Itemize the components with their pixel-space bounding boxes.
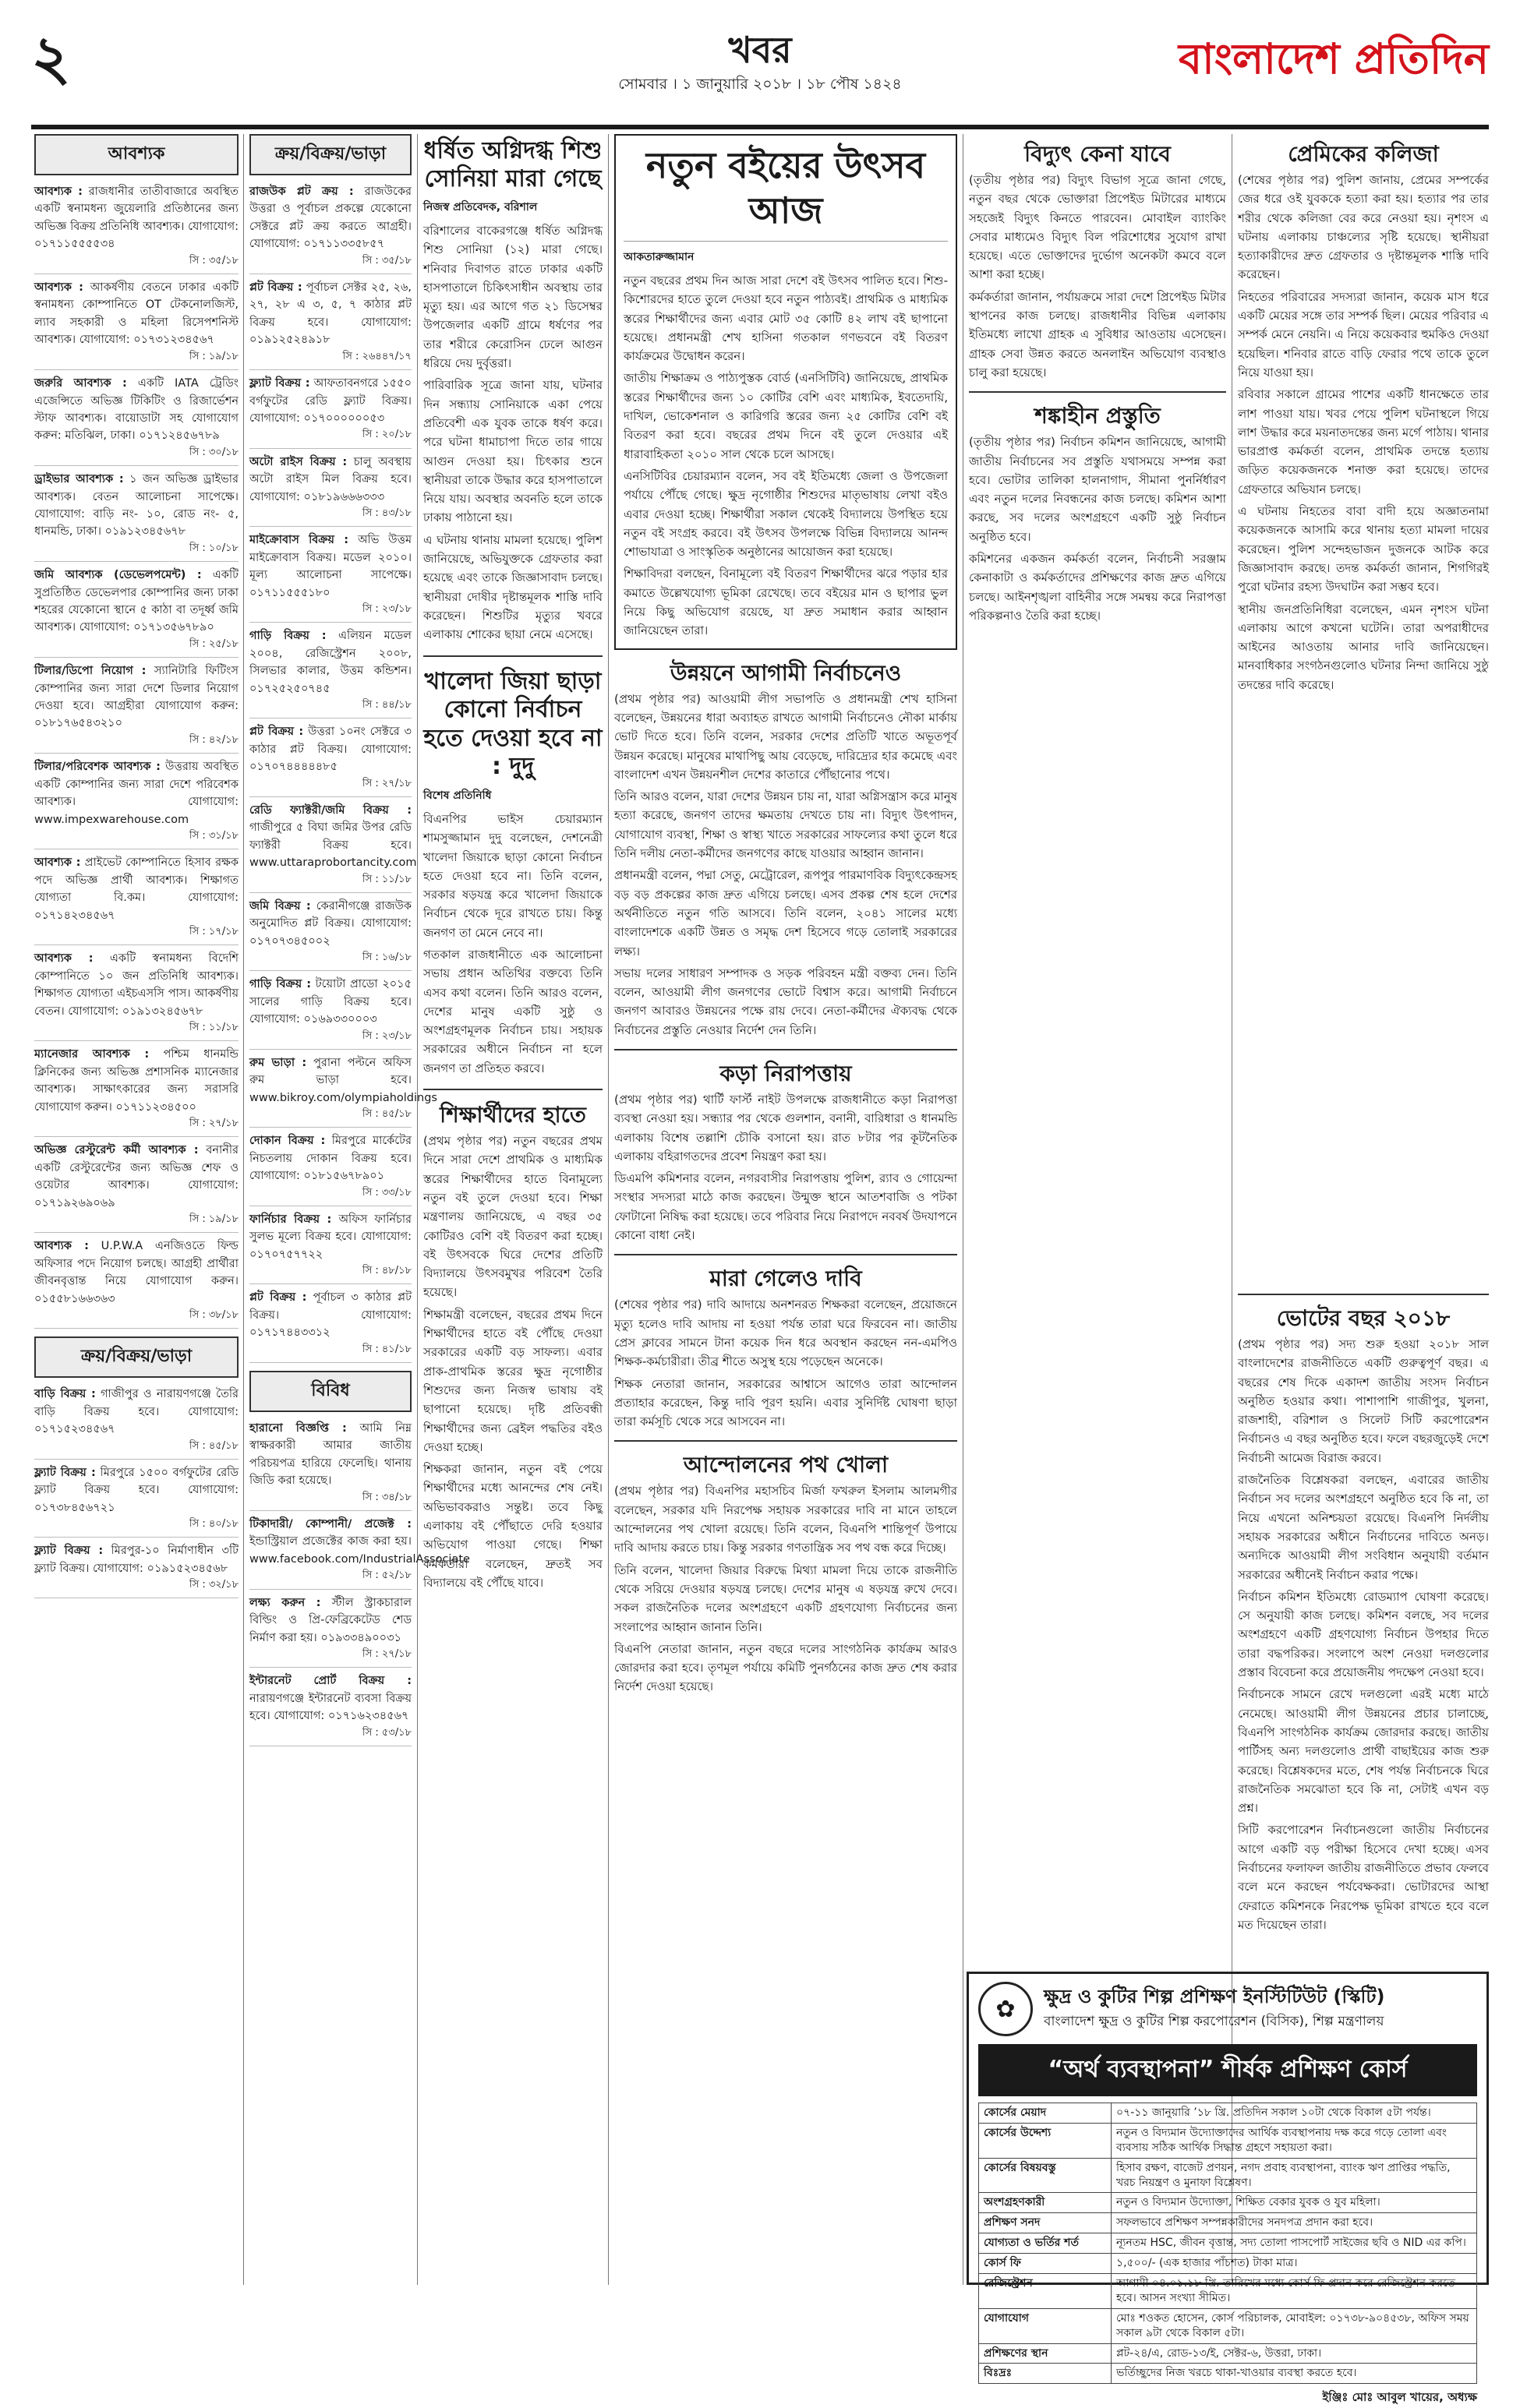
classified-ad	[249, 1594, 412, 1668]
classified-ad-text: প্রাইভেট কোম্পানিতে হিসাব রক্ষক পদে অভিজ্ঞ প্রার্থী আবশ্যক। শিক্ষাগত যোগ্যতা বি.কম। যোগাযোগ: ০১৭১৪২৩৪৫৬৭	[34, 856, 239, 922]
classified-ad-ref: সি : ৩২/১৮	[189, 1579, 239, 1591]
story-paragraph: (প্রথম পৃষ্ঠার পর) সদ্য শুরু হওয়া ২০১৮ সাল বাংলাদেশের রাজনীতিতে একটি গুরুত্বপূর্ণ বছর। এ বছরের শেষ দিকে একাদশ জাতীয় সংসদ নির্বাচন অনুষ্ঠিত হওয়ার কথা। পাশাপাশি গাজীপুর, খুলনা, রাজশাহী, বরিশাল ও সিলেট সিটি করপোরেশন নির্বাচনও এ বছর অনুষ্ঠিত হবে। ফলে বছরজুড়েই দেশে নির্বাচনী আমেজ বিরাজ করবে।	[1238, 1337, 1489, 1465]
classified-ad-ref: সি : ১০/১৮	[189, 542, 239, 554]
classified-ad-title: লক্ষ্য করুন :	[249, 1596, 321, 1609]
classified-ad-title: প্লট বিক্রয় :	[249, 726, 304, 739]
dateline: সোমবার । ১ জানুয়ারি ২০১৮ । ১৮ পৌষ ১৪২৪	[618, 76, 902, 93]
course-detail-value: সফলভাবে প্রশিক্ষণ সম্পন্নকারীদের সনদপত্র প্রদান করা হবে।	[1112, 2213, 1477, 2233]
classified-ad-text: আকর্ষণীয় বেতনে ঢাকার একটি স্বনামধন্য কোম্পানিতে OT টেকনোলজিস্ট, ল্যাব সহকারী ও মহিলা রিসেপশনিস্ট আবশ্যক। যোগাযোগ: ০১৭৩১২৩৪৫৬৭	[34, 281, 239, 347]
classified-ad-title: রুম ভাড়া :	[249, 1056, 307, 1069]
story-paragraph: নিহতের পরিবারের সদস্যরা জানান, কয়েক মাস ধরে একটি মেয়ের সঙ্গে তার সম্পর্ক ছিল। মেয়ের পরিবার এ সম্পর্ক মেনে নেয়নি। এ নিয়ে কয়েকবার হুমকিও দেওয়া হয়েছিল। শনিবার রাতে বাড়ি ফেরার পথে তাকে তুলে নিয়ে যাওয়া হয়।	[1238, 289, 1489, 380]
story-power	[969, 140, 1226, 382]
story-paragraph: এ ঘটনায় থানায় মামলা হয়েছে। পুলিশ জানিয়েছে, অভিযুক্তকে গ্রেফতার করা হয়েছে এবং তাকে জিজ্ঞাসাবাদ চলছে। স্থানীয়রা দোষীর দৃষ্টান্তমূলক শাস্তি দাবি করেছেন। শিশুটির মৃত্যুর খবরে এলাকায় শোকের ছায়া নেমে এসেছে।	[423, 532, 603, 642]
story-byline: আকতারুজ্জামান	[624, 251, 695, 263]
classified-ad-title: ফ্ল্যাট বিক্রয় :	[34, 1466, 96, 1479]
classified-ad-title: টিকাদারী/ কোম্পানী/ প্রজেক্ট :	[249, 1518, 412, 1531]
institute-parent: বাংলাদেশ ক্ষুদ্র ও কুটির শিল্প করপোরেশন (বিসিক), শিল্প মন্ত্রণালয়	[1044, 2014, 1384, 2029]
story-paragraph: সভায় দলের সাধারণ সম্পাদক ও সড়ক পরিবহন মন্ত্রী বক্তব্য দেন। তিনি বলেন, আওয়ামী লীগ জনগণের ভোটে বিশ্বাস করে। আগামী নির্বাচনে জনগণ আবারও উন্নয়নের পক্ষে রায় দেবে। নেতা-কর্মীদের ঐক্যবদ্ধ থেকে নির্বাচনের প্রস্তুতি নেওয়ার নির্দেশ দেন তিনি।	[614, 966, 957, 1037]
classified-ad	[249, 183, 412, 274]
story-paragraph: স্থানীয় জনপ্রতিনিধিরা বলেছেন, এমন নৃশংস ঘটনা এলাকায় আগে কখনো ঘটেনি। তারা অপরাধীদের আইনের আওতায় আনার দাবি জানিয়েছেন। মানবাধিকার সংগঠনগুলোও ঘটনার নিন্দা জানিয়ে সুষ্ঠু তদন্তের দাবি করেছে।	[1238, 602, 1489, 692]
classified-ad-text: ১ জন অভিজ্ঞ ড্রাইভার আবশ্যক। বেতন আলোচনা সাপেক্ষে। যোগাযোগ: বাড়ি নং- ১০, রোড নং- ৫, ধানমন্ডি, ঢাকা। ০১৯১২৩৪৫৬৭৮	[34, 473, 239, 538]
newspaper-logo: বাংলাদেশ প্রতিদিন	[1179, 34, 1489, 83]
classified-ad	[34, 950, 239, 1041]
course-detail-label: কোর্সের বিষয়বস্তু	[979, 2158, 1112, 2193]
classified-ad-ref: সি : ১৭/১৮	[189, 925, 239, 937]
classified-ad-title: জমি বিক্রয় :	[249, 899, 311, 913]
story-paragraph: (প্রথম পৃষ্ঠার পর) আওয়ামী লীগ সভাপতি ও প্রধানমন্ত্রী শেখ হাসিনা বলেছেন, উন্নয়নের ধারা অব্যাহত রাখতে আগামী নির্বাচনেও নৌকা মার্কায় ভোট দিতে হবে। তিনি বলেন, সরকার দেশের প্রতিটি খাতে অভূতপূর্ব উন্নয়ন করেছে। মানুষের মাথাপিছু আয় বেড়েছে, দারিদ্র্যের হার কমেছে এবং বাংলাদেশ এখন উন্নয়নশীল দেশের কাতারে পৌঁছানোর পথে।	[614, 691, 957, 782]
story-body	[969, 433, 1226, 625]
classified-heading: ক্রয়/বিক্রয়/ভাড়া	[34, 1336, 239, 1378]
story-headline: কড়া নিরাপত্তায়	[719, 1060, 852, 1086]
classified-ad	[34, 1464, 239, 1538]
classified-ad-text: বনানীর একটি রেস্টুরেন্টের জন্য অভিজ্ঞ শেফ ও ওয়েটার আবশ্যক। যোগাযোগ: ০১৭১৯২৬৯০৬৯	[34, 1144, 239, 1209]
classified-ad-ref: সি : ২৩/১৮	[362, 603, 412, 615]
classified-ad-text: টয়োটা প্রাডো ২০১৫ সালের গাড়ি বিক্রয় হবে। যোগাযোগ: ০১৬৯৩৩০০০৩	[249, 978, 412, 1026]
news-column-6	[1238, 134, 1489, 1287]
story-demand	[614, 1254, 957, 1431]
classified-ad-ref: সি : ২৭/১৮	[362, 1647, 412, 1660]
classified-ad-title: ফার্নিচার বিক্রয় :	[249, 1213, 332, 1226]
classified-ad-title: ড্রাইভার আবশ্যক :	[34, 473, 124, 486]
story-paragraph: এনসিটিবির চেয়ারম্যান বলেন, সব বই ইতিমধ্যে জেলা ও উপজেলা পর্যায়ে পৌঁছে গেছে। ক্ষুদ্র নৃগোষ্ঠীর শিশুদের মাতৃভাষায় লেখা বইও এবার দেওয়া হচ্ছে। শিক্ষার্থীরা সকাল থেকেই বিদ্যালয়ে উপস্থিত হয়ে নতুন বই সংগ্রহ করবে। বই উৎসব উপলক্ষে বিভিন্ন বিদ্যালয়ে আনন্দ শোভাযাত্রা ও সাংস্কৃতিক অনুষ্ঠানের আয়োজন করা হয়েছে।	[624, 468, 948, 560]
classified-ad-text: রাজউকের উত্তরা ও পূর্বাচল প্রকল্পে যেকোনো সেক্টরে প্লট ক্রয় করতে আগ্রহী। যোগাযোগ: ০১৭১১৩৩৫৮৫৭	[249, 185, 412, 251]
classified-ad-text: আমি নিম্ন স্বাক্ষরকারী আমার জাতীয় পরিচয়পত্র হারিয়ে ফেলেছি। থানায় জিডি করা হয়েছে।	[249, 1422, 412, 1488]
classified-ad-title: রেডি ফ্যাক্টরী/জমি বিক্রয় :	[249, 803, 412, 817]
classified-ad-ref: সি : ২৩/১৮	[362, 1029, 412, 1042]
story-sonia	[423, 137, 603, 644]
classified-ad-ref: সি : ২৬৪৪৭/১৭	[342, 350, 412, 362]
classified-ad-text: পশ্চিম ধানমন্ডি ক্লিনিকের জন্য অভিজ্ঞ প্রশাসনিক ম্যানেজার আবশ্যক। সাক্ষাৎকারের জন্য সরাসরি যোগাযোগ করুন। ০১৭১১২৩৪৫০০	[34, 1048, 239, 1114]
story-paragraph: (প্রথম পৃষ্ঠার পর) থার্টি ফার্স্ট নাইট উপলক্ষে রাজধানীতে কড়া নিরাপত্তা ব্যবস্থা নেওয়া হয়। সন্ধ্যার পর থেকে গুলশান, বনানী, বারিধারা ও ধানমন্ডি এলাকায় বিশেষ তল্লাশি চৌকি বসানো হয়। রাত ৮টার পর কূটনৈতিক এলাকায় বহিরাগতদের প্রবেশ নিয়ন্ত্রণ করা হয়।	[614, 1092, 957, 1163]
story-body	[614, 1481, 957, 1696]
course-details-table	[978, 2103, 1477, 2384]
course-detail-row	[979, 2254, 1477, 2274]
course-detail-value: মোঃ শওকত হোসেন, কোর্স পরিচালক, মোবাইল: ০১৭৩৮-৯০৪৫৩৮, অফিস সময় সকাল ৯টা থেকে বিকাল ৫টা।	[1112, 2308, 1477, 2343]
classified-ad-ref: সি : ৪১/১৮	[362, 1343, 412, 1355]
classified-ad-ref: সি : ৫২/১৮	[362, 1569, 412, 1582]
story-paragraph: কমিশনের একজন কর্মকর্তা বলেন, নির্বাচনী সরঞ্জাম কেনাকাটা ও কর্মকর্তাদের প্রশিক্ষণের কাজ দ্রুত এগিয়ে চলছে। আইনশৃঙ্খলা বাহিনীর সঙ্গে সমন্বয় করে নিরাপত্তা পরিকল্পনাও তৈরি করা হচ্ছে।	[969, 552, 1226, 623]
institute-name: ক্ষুদ্র ও কুটির শিল্প প্রশিক্ষণ ইনস্টিটিউট (স্কিটি)	[1044, 1986, 1385, 2007]
story-body	[423, 810, 603, 1078]
story-paragraph: পারিবারিক সূত্রে জানা যায়, ঘটনার দিন সন্ধ্যায় সোনিয়াকে একা পেয়ে প্রতিবেশী এক যুবক তাকে ধর্ষণ করে। পরে ঘটনা ধামাচাপা দিতে তার গায়ে আগুন দেওয়া হয়। চিৎকার শুনে স্থানীয়রা তাকে উদ্ধার করে হাসপাতালে নিয়ে যায়। অবস্থার অবনতি হলে তাকে ঢাকায় পাঠানো হয়।	[423, 378, 603, 525]
classified-ad-text: অভি উত্তম মাইক্রোবাস বিক্রয়। মডেল ২০১০। মূল্য আলোচনা সাপেক্ষে। ০১৭১১৫৫৫১৮০	[249, 534, 412, 599]
classified-ad-title: গাড়ি বিক্রয় :	[249, 978, 312, 991]
course-detail-value: ১,৫০০/- (এক হাজার পাঁচশত) টাকা মাত্র।	[1112, 2254, 1477, 2274]
classified-heading: ক্রয়/বিক্রয়/ভাড়া	[249, 134, 412, 175]
classified-ad-ref: সি : ৫৩/১৮	[362, 1726, 412, 1739]
classified-ad-title: টিলার/ডিপো নিয়োগ :	[34, 665, 147, 678]
classified-ad	[249, 627, 412, 719]
course-detail-label: কোর্সের উদ্দেশ্য	[979, 2123, 1112, 2158]
classified-ad-ref: সি : ৪৪/১৮	[362, 699, 412, 711]
story-headline: শিক্ষার্থীদের হাতে	[440, 1102, 586, 1128]
course-detail-label: কোর্স ফি	[979, 2254, 1112, 2274]
classified-ad-text: স্যানিটারি ফিটিংস কোম্পানির জন্য সারা দেশে ডিলার নিয়োগ দেওয়া হবে। আগ্রহীরা যোগাযোগ করুন: ০১৮১৭৬৫৪৩২১০	[34, 665, 239, 730]
story-lover	[1238, 140, 1489, 694]
classified-ad-text: ইন্ডাস্ট্রিয়াল প্রজেক্টের কাজ করা হয়। www.facebook.com/IndustrialAssociate	[249, 1535, 470, 1566]
masthead	[31, 16, 1489, 125]
classified-ad-text: U.P.W.A এনজিওতে ফিল্ড অফিসার পদে নিয়োগ চলছে। আগ্রহী প্রার্থীরা জীবনবৃত্তান্ত নিয়ে যোগাযোগ করুন। ০১৫৫৮১৬৬৩৬৩	[34, 1240, 239, 1305]
story-paragraph: জাতীয় শিক্ষাক্রম ও পাঠ্যপুস্তক বোর্ড (এনসিটিবি) জানিয়েছে, প্রাথমিক স্তরের শিক্ষার্থীদের জন্য ১০ কোটির বেশি এবং মাধ্যমিক, ইবতেদায়ি, দাখিল, ভোকেশনাল ও কারিগরি স্তরের জন্য ২৫ কোটির বেশি বই বিতরণ করা হবে। বছরের প্রথম দিনে বই তুলে দেওয়ার এই ধারাবাহিকতা ২০১০ সাল থেকে চলে আসছে।	[624, 371, 948, 461]
classified-ad-title: আবশ্যক :	[34, 281, 83, 295]
classified-ad-text: স্টীল স্ট্রাকচারাল বিল্ডিং ও প্রি-ফেব্রিকেটেড শেড নির্মাণ করা হয়। ০১৯৩৩৪৯০০৩১	[249, 1596, 412, 1644]
classified-ad-title: গাড়ি বিক্রয় :	[249, 630, 327, 643]
classified-ad-ref: সি : ২৭/১৮	[362, 777, 412, 789]
classified-ad-title: রাজউক প্লট ক্রয় :	[249, 185, 354, 198]
classified-ad-text: গাজীপুর ও নারায়ণগঞ্জে তৈরি বাড়ি বিক্রয় হবে। যোগাযোগ: ০১৭১৫২৩৪৫৬৭	[34, 1388, 239, 1436]
course-detail-label: কোর্সের মেয়াদ	[979, 2103, 1112, 2124]
classified-ad	[249, 976, 412, 1050]
institute-logo-icon: ✿	[978, 1982, 1033, 2036]
story-teachers	[423, 1089, 603, 1592]
story-paragraph: শিক্ষক নেতারা জানান, সরকারের আশ্বাসে আগেও তারা আন্দোলন প্রত্যাহার করেছেন, কিন্তু দাবি পূরণ হয়নি। এবার সুনির্দিষ্ট ঘোষণা ছাড়া তারা কর্মসূচি থেকে সরে আসবেন না।	[614, 1376, 957, 1429]
story-headline: ভোটের বছর ২০১৮	[1276, 1305, 1451, 1331]
story-paragraph: এ ঘটনায় নিহতের বাবা বাদী হয়ে অজ্ঞাতনামা কয়েকজনকে আসামি করে থানায় হত্যা মামলা দায়ের করেছেন। পুলিশ সন্দেহভাজন দুজনকে আটক করে জিজ্ঞাসাবাদ করছে। তদন্ত কর্মকর্তা জানান, শিগগিরই পুরো ঘটনার রহস্য উদঘাটন করা সম্ভব হবে।	[1238, 504, 1489, 595]
classified-ad-ref: সি : ১৯/১৮	[189, 350, 239, 362]
classified-ad-text: পূর্বাচল ৩ কাঠার প্লট বিক্রয়। যোগাযোগ: ০১৭১৭৪৪৩৩১২	[249, 1291, 412, 1340]
classified-ad	[249, 375, 412, 449]
classified-list	[249, 1420, 470, 1746]
classified-ad-title: ইন্টারনেট প্রোর্ট বিক্রয় :	[249, 1675, 412, 1688]
classified-ad-ref: সি : ৪০/১৮	[189, 1518, 239, 1531]
classified-ad-ref: সি : ৪২/১৮	[189, 733, 239, 746]
story-body	[624, 271, 948, 641]
course-detail-row	[979, 2158, 1477, 2193]
story-headline: আন্দোলনের পথ খোলা	[683, 1452, 889, 1478]
classified-ad	[34, 375, 239, 466]
classified-ad-title: ফ্ল্যাট বিক্রয় :	[249, 377, 310, 390]
story-body	[614, 1295, 957, 1431]
course-detail-row	[979, 2343, 1477, 2364]
training-advertisement	[967, 1972, 1489, 2405]
story-paragraph: (শেষের পৃষ্ঠার পর) পুলিশ জানায়, প্রেমের সম্পর্কের জের ধরে ওই যুবককে হত্যা করা হয়। হত্যার পর তার শরীর থেকে কলিজা বের করে নেওয়া হয়। নৃশংস এ ঘটনায় এলাকায় চাঞ্চল্যের সৃষ্টি হয়েছে। স্থানীয়রা হত্যাকারীদের দ্রুত গ্রেফতার ও দৃষ্টান্তমূলক শাস্তি দাবি করেছেন।	[1238, 173, 1489, 282]
page-number: ২	[31, 23, 71, 94]
classified-ad-title: প্লট বিক্রয় :	[249, 1291, 307, 1305]
story-body	[614, 690, 957, 1040]
boxed-story	[614, 134, 957, 650]
classified-ad	[34, 758, 239, 849]
story-byline: নিজস্ব প্রতিবেদক, বরিশাল	[423, 201, 538, 214]
classified-ad	[249, 1516, 470, 1590]
classified-ad	[34, 1142, 239, 1233]
course-detail-row	[979, 2103, 1477, 2124]
classified-ad-title: আবশ্যক :	[34, 952, 94, 966]
story-paragraph: (তৃতীয় পৃষ্ঠার পর) নির্বাচন কমিশন জানিয়েছে, আগামী জাতীয় নির্বাচনের সব প্রস্তুতি যথাসময়ে সম্পন্ন করা হবে। ভোটার তালিকা হালনাগাদ, সীমানা পুনর্নির্ধারণ এবং নতুন দলের নিবন্ধনের কাজ চলছে। কমিশন আশা করছে, সব দলের অংশগ্রহণে একটি সুষ্ঠু নির্বাচন অনুষ্ঠিত হবে।	[969, 435, 1226, 544]
story-paragraph: তিনি বলেন, খালেদা জিয়ার বিরুদ্ধে মিথ্যা মামলা দিয়ে তাকে রাজনীতি থেকে সরিয়ে দেওয়ার ষড়যন্ত্র চলছে। দেশের মানুষ এ ষড়যন্ত্র রুখে দেবে। সকল রাজনৈতিক দলের অংশগ্রহণে একটি গ্রহণযোগ্য নির্বাচনের জন্য সংলাপের আহ্বান জানান তিনি।	[614, 1562, 957, 1634]
course-detail-label: যোগাযোগ	[979, 2308, 1112, 2343]
classified-ad	[249, 802, 417, 893]
story-headline: প্রেমিকের কলিজা	[1288, 141, 1439, 167]
classified-ad	[249, 1289, 412, 1363]
course-detail-value: ভর্তিচ্ছুদের নিজ খরচে থাকা-খাওয়ার ব্যবস্থা করতে হবে।	[1112, 2364, 1477, 2384]
classified-ad-text: একটি IATA ট্রেডিং এজেন্সিতে অভিজ্ঞ টিকিটিং ও রিজার্ভেশন স্টাফ আবশ্যক। বায়োডাটা সহ যোগাযোগ করুন: মতিঝিল, ঢাকা। ০১৭১২৪৫৬৭৮৯	[34, 377, 239, 443]
classified-ad	[34, 1542, 239, 1598]
classified-ad-text: এলিয়ন মডেল ২০০৪, রেজিস্ট্রেশন ২০০৮, সিলভার কালার, উত্তম কন্ডিশন। ০১৭২৫২৫০৭৪৫	[249, 630, 412, 695]
classified-ad	[249, 1132, 412, 1206]
story-headline: মারা গেলেও দাবি	[709, 1266, 862, 1292]
classified-ad	[249, 723, 412, 797]
story-worry	[969, 391, 1226, 625]
classified-ad-ref: সি : ৩১/১৮	[189, 829, 239, 842]
story-paragraph: (শেষের পৃষ্ঠার পর) দাবি আদায়ে অনশনরত শিক্ষকরা বলেছেন, প্রয়োজনে মৃত্যু হলেও দাবি আদায় না হওয়া পর্যন্ত তারা ঘরে ফিরবেন না। জাতীয় প্রেস ক্লাবের সামনে টানা কয়েক দিন ধরে অবস্থান করছেন নন-এমপিও শিক্ষক-কর্মচারীরা। তীব্র শীতে অসুস্থ হয়ে পড়েছেন অনেকে।	[614, 1298, 957, 1369]
story-byline: বিশেষ প্রতিনিধি	[423, 789, 492, 802]
story-body	[614, 1090, 957, 1245]
classified-ad-ref: সি : ২৭/১৮	[189, 1117, 239, 1130]
news-column-3	[423, 134, 603, 2285]
classified-ad	[34, 1046, 239, 1137]
classified-ad-text: পূর্বাচল সেক্টর ২৫, ২৬, ২৭, ২৮ এ ৩, ৫, ৭ কাঠার প্লট বিক্রয় হবে। যোগাযোগ: ০১৯১২৫২৪৯১৮	[249, 281, 412, 347]
classified-ad-ref: সি : ৪৫/১৮	[362, 1108, 412, 1121]
classified-ad-ref: সি : ৩৫/১৮	[189, 254, 239, 267]
story-paragraph: বিএনপি নেতারা জানান, নতুন বছরে দলের সাংগঠনিক কার্যক্রম আরও জোরদার করা হবে। তৃণমূল পর্যায়ে কমিটি পুনর্গঠনের কাজ দ্রুত শেষ করার নির্দেশ দেওয়া হয়েছে।	[614, 1641, 957, 1694]
classified-ad-text: চালু অবস্থায় অটো রাইস মিল বিক্রয় হবে। যোগাযোগ: ০১৮১৯৬৬৬৩৩৩	[249, 455, 412, 503]
course-detail-label: রেজিস্ট্রেশন	[979, 2274, 1112, 2309]
classified-ad-title: অভিজ্ঞ রেস্টুরেন্ট কর্মী আবশ্যক :	[34, 1144, 199, 1157]
course-detail-value: ০৭-১১ জানুয়ারি ’১৮ খ্রি. প্রতিদিন সকাল ১০টা থেকে বিকাল ৫টা পর্যন্ত।	[1112, 2103, 1477, 2124]
classified-ad	[34, 567, 239, 658]
story-vote	[1238, 1294, 1489, 1934]
story-paragraph: নির্বাচন কমিশন ইতিমধ্যে রোডম্যাপ ঘোষণা করেছে। সে অনুযায়ী কাজ চলছে। কমিশন বলছে, সব দলের অংশগ্রহণে একটি গ্রহণযোগ্য নির্বাচন উপহার দিতে তারা বদ্ধপরিকর। সংলাপে অংশ নেওয়া দলগুলোর প্রস্তাব বিবেচনা করে প্রয়োজনীয় পদক্ষেপ নেওয়া হবে।	[1238, 1589, 1489, 1680]
story-paragraph: (প্রথম পৃষ্ঠার পর) বিএনপির মহাসচিব মির্জা ফখরুল ইসলাম আলমগীর বলেছেন, সরকার যদি নিরপেক্ষ সহায়ক সরকারের দাবি না মানে তাহলে আন্দোলনের পথ খোলা রয়েছে। তিনি বলেন, বিএনপি শান্তিপূর্ণ উপায়ে দাবি আদায় করতে চায়। কিন্তু সরকার গণতান্ত্রিক সব পথ বন্ধ করে দিচ্ছে।	[614, 1484, 957, 1555]
story-paragraph: (তৃতীয় পৃষ্ঠার পর) বিদ্যুৎ বিভাগ সূত্রে জানা গেছে, নতুন বছর থেকে ভোক্তারা প্রিপেইড মিটারের মাধ্যমে সহজেই বিদ্যুৎ কিনতে পারবেন। মোবাইল ব্যাংকিং সেবার মাধ্যমেও বিদ্যুৎ বিল পরিশোধের সুযোগ রাখা হয়েছে। এতে ভোক্তাদের দুর্ভোগ অনেকটা কমবে বলে আশা করা হচ্ছে।	[969, 173, 1226, 282]
classified-ad-title: প্লট বিক্রয় :	[249, 281, 302, 295]
section-title: খবর	[728, 29, 792, 71]
classified-ad-ref: সি : ৩৫/১৮	[362, 254, 412, 267]
story-paragraph: শিক্ষাবিদরা বলছেন, বিনামূল্যে বই বিতরণ শিক্ষার্থীদের ঝরে পড়ার হার কমাতে উল্লেখযোগ্য ভূমিকা রেখেছে। তবে বইয়ের মান ও ছাপার ভুল নিয়ে কিছু অভিযোগ রয়েছে, যা দ্রুত সমাধান করার আহ্বান জানিয়েছেন তারা।	[624, 567, 948, 638]
course-detail-label: প্রশিক্ষণ সনদ	[979, 2213, 1112, 2233]
classified-ad-title: আবশ্যক :	[34, 856, 81, 870]
classified-ad-text: কেরানীগঞ্জে রাজউক অনুমোদিত প্লট বিক্রয়। যোগাযোগ: ০১৭০৭৩৪৫০০২	[249, 899, 412, 948]
classified-ad	[34, 662, 239, 754]
classified-list	[34, 183, 239, 1329]
story-body	[423, 221, 603, 644]
classified-ad-text: পুরানা পল্টনে অফিস রুম ভাড়া হবে। www.bikroy.com/olympiaholdings	[249, 1056, 437, 1104]
story-dudu	[423, 655, 603, 1079]
column-divider	[417, 134, 418, 2285]
story-headline: উন্নয়নে আগামী নির্বাচনেও	[670, 659, 902, 686]
course-detail-value: প্লট-২৪/এ, রোড-১৩/ই, সেক্টর-৬, উত্তরা, ঢাকা।	[1112, 2343, 1477, 2364]
classified-ad-text: মিরপুর-১০ নির্মাণাধীন ৩টি ফ্ল্যাট বিক্রয়। যোগাযোগ: ০১৯১৫২৩৪৫৬৮	[34, 1545, 239, 1575]
course-detail-value: নতুন ও বিদ্যমান উদ্যোক্তা, শিক্ষিত বেকার যুবক ও যুব মহিলা।	[1112, 2193, 1477, 2213]
classified-ad-ref: সি : ৩০/১৮	[189, 446, 239, 458]
story-paragraph: কর্মকর্তারা জানান, পর্যায়ক্রমে সারা দেশে প্রিপেইড মিটার স্থাপনের কাজ চলছে। রাজধানীর বিভিন্ন এলাকায় ইতিমধ্যে লাখো গ্রাহক এ সুবিধার আওতায় এসেছেন। গ্রাহক সেবা উন্নত করতে অনলাইন অভিযোগ ব্যবস্থাও চালু করা হয়েছে।	[969, 289, 1226, 380]
course-detail-label: প্রশিক্ষণের স্থান	[979, 2343, 1112, 2364]
story-body	[1238, 171, 1489, 694]
news-column-4	[614, 134, 957, 2285]
classified-ad-ref: সি : ৪৫/১৮	[189, 1439, 239, 1452]
story-paragraph: বিএনপির ভাইস চেয়ারম্যান শামসুজ্জামান দুদু বলেছেন, দেশনেত্রী খালেদা জিয়াকে ছাড়া কোনো নির্বাচন হতে দেওয়া হবে না। তিনি বলেন, সরকার ষড়যন্ত্র করে খালেদা জিয়াকে নির্বাচন থেকে দূরে রাখতে চায়। কিন্তু জনগণ তা মেনে নেবে না।	[423, 811, 603, 940]
classified-ad-text: নারায়ণগঞ্জে ইন্টারনেট ব্যবসা বিক্রয় হবে। যোগাযোগ: ০১৭১৬২৩৪৫৬৭	[249, 1692, 412, 1723]
course-detail-value: আগামী ০৪.০১.১৮ খ্রি. তারিখের মধ্যে কোর্স ফি প্রদান করে রেজিস্ট্রেশন করতে হবে। আসন সংখ্যা সীমিত।	[1112, 2274, 1477, 2309]
story-headline: বিদ্যুৎ কেনা যাবে	[1024, 141, 1171, 167]
classified-ad	[34, 1386, 239, 1460]
course-detail-row	[979, 2274, 1477, 2309]
classified-ad-text: মিরপুরে ১৫০০ বর্গফুটের রেডি ফ্ল্যাট বিক্রয় হবে। যোগাযোগ: ০১৭৩৮৪৫৬৭২১	[34, 1466, 239, 1514]
story-election	[614, 659, 957, 1040]
classified-ad-title: আবশ্যক :	[34, 1240, 89, 1253]
classified-ad	[249, 1420, 412, 1511]
classified-ad-text: আফতাবনগরে ১৫৫০ বর্গফুটের রেডি ফ্ল্যাট বিক্রয়। যোগাযোগ: ০১৭০০০০০০৫৩	[249, 377, 412, 425]
classified-heading: আবশ্যক	[34, 134, 239, 175]
story-paragraph: প্রধানমন্ত্রী বলেন, পদ্মা সেতু, মেট্রোরেল, রূপপুর পারমাণবিক বিদ্যুৎকেন্দ্রসহ বড় বড় প্রকল্পের কাজ দ্রুত এগিয়ে চলছে। এসব প্রকল্প শেষ হলে দেশের অর্থনীতিতে নতুন গতি আসবে। তিনি বলেন, ২০৪১ সালের মধ্যে বাংলাদেশকে একটি উন্নত ও সমৃদ্ধ দেশ হিসেবে গড়ে তোলাই সরকারের লক্ষ্য।	[614, 868, 957, 959]
story-vote-container	[1238, 1294, 1489, 1964]
course-detail-value: ন্যূনতম HSC, জীবন বৃত্তান্ত, সদ্য তোলা পাসপোর্ট সাইজের ছবি ও NID এর কপি।	[1112, 2233, 1477, 2254]
story-body	[1238, 1335, 1489, 1934]
ad-header	[978, 1982, 1477, 2036]
classified-ad-title: ফ্ল্যাট বিক্রয় :	[34, 1545, 104, 1558]
classified-ad-title: জমি আবশ্যক (ডেভেলপমেন্ট) :	[34, 569, 202, 582]
story-headline: শঙ্কাহীন প্রস্তুতি	[1034, 403, 1161, 429]
classified-ad-text: অফিস ফার্নিচার সুলভ মূল্যে বিক্রয় হবে। যোগাযোগ: ০১৭০৭৫৭৭২২	[249, 1213, 412, 1261]
classified-ad-ref: সি : ২৫/১৮	[189, 637, 239, 650]
classified-ad	[249, 898, 412, 972]
course-detail-row	[979, 2123, 1477, 2158]
course-detail-row	[979, 2193, 1477, 2213]
classified-ad-ref: সি : ৪৮/১৮	[362, 1265, 412, 1277]
classified-ad-title: হারানো বিজ্ঞপ্তি :	[249, 1422, 347, 1435]
classified-ad-text: উত্তরায় অবস্থিত একটি কোম্পানির জন্য সারা দেশে পরিবেশক আবশ্যক। যোগাযোগ: www.impexwarehouse.com	[34, 761, 239, 826]
story-security	[614, 1049, 957, 1245]
story-headline: নতুন বইয়ের উৎসব আজ	[624, 143, 948, 242]
story-paragraph: নতুন বছরের প্রথম দিন আজ সারা দেশে বই উৎসব পালিত হবে। শিশু-কিশোরদের হাতে তুলে দেওয়া হবে নতুন পাঠ্যবই। প্রাথমিক ও মাধ্যমিক স্তরের শিক্ষার্থীদের জন্য এবার মোট ৩৫ কোটি ৪২ লাখ বই ছাপানো হয়েছে। প্রধানমন্ত্রী শেখ হাসিনা গতকাল গণভবনে বই বিতরণ কার্যক্রমের উদ্বোধন করেন।	[624, 274, 948, 364]
course-detail-label: বিঃদ্রঃ	[979, 2364, 1112, 2384]
classified-ad-title: জরুরি আবশ্যক :	[34, 377, 127, 390]
classified-ad	[34, 183, 239, 274]
classified-ad	[249, 454, 412, 528]
classified-heading: বিবিধ	[249, 1371, 412, 1412]
classified-ad-title: টিলার/পরিবেশক আবশ্যক :	[34, 761, 161, 774]
story-paragraph: (প্রথম পৃষ্ঠার পর) নতুন বছরের প্রথম দিনে সারা দেশে প্রাথমিক ও মাধ্যমিক স্তরের শিক্ষার্থীদের হাতে বিনামূল্যে নতুন বই তুলে দেওয়া হবে। শিক্ষা মন্ত্রণালয় জানিয়েছে, এ বছর ৩৫ কোটিরও বেশি বই বিতরণ করা হচ্ছে। বই উৎসবকে ঘিরে দেশের প্রতিটি বিদ্যালয়ে উৎসবমুখর পরিবেশ তৈরি হয়েছে।	[423, 1134, 603, 1300]
classified-ad-ref: সি : ১৯/১৮	[189, 1213, 239, 1226]
classified-ad	[34, 279, 239, 370]
classified-ad	[34, 1238, 239, 1329]
classified-ad	[249, 531, 412, 623]
classified-ad-text: রাজধানীর তাতীবাজারে অবস্থিত একটি স্বনামধন্য জুয়েলারি প্রতিষ্ঠানের জন্য অভিজ্ঞ বিক্রয় প্রতিনিধি আবশ্যক। যোগাযোগ: ০১৭১১৫৫৫৫৩৪	[34, 185, 239, 251]
classified-ad-ref: সি : ১১/১৮	[189, 1022, 239, 1033]
classified-ad-text: উত্তরা ১০নং সেক্টরে ৩ কাঠার প্লট বিক্রয়। যোগাযোগ: ০১৭০৭৪৪৪৪৪৮৫	[249, 726, 412, 774]
story-paragraph: রাজনৈতিক বিশ্লেষকরা বলছেন, এবারের জাতীয় নির্বাচন সব দলের অংশগ্রহণে অনুষ্ঠিত হবে কি না, তা নিয়ে এখনো অনিশ্চয়তা রয়েছে। বিএনপি নির্দলীয় সহায়ক সরকারের অধীনে নির্বাচনের দাবিতে অনড়। অন্যদিকে আওয়ামী লীগ সংবিধান অনুযায়ী বর্তমান সরকারের অধীনেই নির্বাচন করার পক্ষে।	[1238, 1473, 1489, 1582]
story-paragraph: তিনি আরও বলেন, যারা দেশের উন্নয়ন চায় না, যারা অগ্নিসন্ত্রাস করে মানুষ হত্যা করেছে, জনগণ তাদের ক্ষমতায় দেখতে চায় না। বিদ্যুৎ উৎপাদন, যোগাযোগ ব্যবস্থা, শিক্ষা ও স্বাস্থ্য খাতে সরকারের সাফল্যের কথা তুলে ধরে তিনি দলীয় নেতা-কর্মীদের জনগণের কাছে যাওয়ার আহ্বান জানান।	[614, 789, 957, 861]
course-detail-label: যোগ্যতা ও ভর্তির শর্ত	[979, 2233, 1112, 2254]
classified-list	[34, 1386, 239, 1598]
classified-ad-title: আবশ্যক :	[34, 185, 83, 198]
story-paragraph: গতকাল রাজধানীতে এক আলোচনা সভায় প্রধান অতিথির বক্তব্যে তিনি এসব কথা বলেন। তিনি আরও বলেন, দেশের মানুষ একটি সুষ্ঠু ও অংশগ্রহণমূলক নির্বাচন চায়। সহায়ক সরকারের অধীনে নির্বাচন না হলে জনগণ তা প্রতিহত করবে।	[423, 947, 603, 1075]
story-paragraph: সিটি করপোরেশন নির্বাচনগুলো জাতীয় নির্বাচনের আগে একটি বড় পরীক্ষা হিসেবে দেখা হচ্ছে। এসব নির্বাচনের ফলাফল জাতীয় রাজনীতিতে প্রভাব ফেলবে বলে মনে করছেন পর্যবেক্ষকরা। ভোটারদের আস্থা ফেরাতে কমিশনকে নিরপেক্ষ ভূমিকা রাখতে হবে বলে মত দিয়েছেন তারা।	[1238, 1823, 1489, 1932]
classified-ad-title: বাড়ি বিক্রয় :	[34, 1388, 96, 1401]
story-paragraph: রবিবার সকালে গ্রামের পাশের একটি ধানক্ষেতে তার লাশ পাওয়া যায়। খবর পেয়ে পুলিশ ঘটনাস্থলে গিয়ে লাশ উদ্ধার করে ময়নাতদন্তের জন্য মর্গে পাঠায়। থানার ভারপ্রাপ্ত কর্মকর্তা বলেন, প্রাথমিক তদন্তে হত্যায় জড়িত কয়েকজনকে শনাক্ত করা হয়েছে। তাদের গ্রেফতারে অভিযান চলছে।	[1238, 387, 1489, 496]
ad-signature: ইঞ্জিঃ মোঃ আবুল খায়ের, অধ্যক্ষ	[1322, 2390, 1477, 2405]
story-paragraph: শিক্ষামন্ত্রী বলেছেন, বছরের প্রথম দিনে শিক্ষার্থীদের হাতে বই পৌঁছে দেওয়া সরকারের একটি বড় সাফল্য। এবার প্রাক-প্রাথমিক স্তরের ক্ষুদ্র নৃগোষ্ঠীর শিশুদের জন্য নিজস্ব ভাষায় বই ছাপানো হয়েছে। দৃষ্টি প্রতিবন্ধী শিক্ষার্থীদের জন্য ব্রেইল পদ্ধতির বইও দেওয়া হচ্ছে।	[423, 1307, 603, 1454]
course-detail-row	[979, 2233, 1477, 2254]
story-paragraph: নির্বাচনকে সামনে রেখে দলগুলো এরই মধ্যে মাঠে নেমেছে। আওয়ামী লীগ উন্নয়নের প্রচার চালাচ্ছে, বিএনপি সাংগঠনিক কার্যক্রম জোরদার করছে। জাতীয় পার্টিসহ অন্য দলগুলোও প্রার্থী বাছাইয়ের কাজ শুরু করেছে। বিশ্লেষকদের মতে, শেষ পর্যন্ত নির্বাচনকে ঘিরে রাজনৈতিক সমঝোতা হবে কি না, সেটাই এখন বড় প্রশ্ন।	[1238, 1687, 1489, 1816]
course-detail-row	[979, 2364, 1477, 2384]
course-detail-label: অংশগ্রহণকারী	[979, 2193, 1112, 2213]
course-detail-row	[979, 2308, 1477, 2343]
classified-ad-ref: সি : ১১/১৮	[362, 873, 412, 885]
column-divider	[243, 134, 244, 2285]
story-paragraph: ডিএমপি কমিশনার বলেন, নগরবাসীর নিরাপত্তায় পুলিশ, র‌্যাব ও গোয়েন্দা সংস্থার সদস্যরা মাঠে কাজ করছেন। উন্মুক্ত স্থানে আতশবাজি ও পটকা ফোটানো নিষিদ্ধ করা হয়েছে। তবে পরিবার নিয়ে নিরাপদে নববর্ষ উদযাপনে কোনো বাধা নেই।	[614, 1171, 957, 1243]
story-body	[423, 1132, 603, 1592]
classified-ad	[249, 1211, 412, 1285]
classified-ad-ref: সি : ৩৮/১৮	[189, 1309, 239, 1322]
course-detail-value: নতুন ও বিদ্যমান উদ্যোক্তাদের আর্থিক ব্যবস্থাপনায় দক্ষ করে গড়ে তোলা এবং ব্যবসায় সঠিক আর্থিক সিদ্ধান্ত গ্রহণে সহায়তা করা।	[1112, 2123, 1477, 2158]
classified-ad-title: মাইক্রোবাস বিক্রয় :	[249, 534, 349, 547]
news-column-5	[969, 134, 1226, 1965]
story-headline: খালেদা জিয়া ছাড়া কোনো নির্বাচন হতে দেওয়া হবে না : দুদু	[423, 667, 603, 781]
classified-ad	[249, 1054, 437, 1128]
classified-ad-title: অটো রাইস বিক্রয় :	[249, 455, 348, 468]
story-headline: ধর্ষিত অগ্নিদগ্ধ শিশু সোনিয়া মারা গেছে	[423, 137, 603, 192]
story-paragraph: বরিশালের বাকেরগঞ্জে ধর্ষিত অগ্নিদগ্ধ শিশু সোনিয়া (১২) মারা গেছে। শনিবার দিবাগত রাতে ঢাকার একটি হাসপাতালে চিকিৎসাধীন অবস্থায় তার মৃত্যু হয়। এর আগে গত ২১ ডিসেম্বর উপজেলার একটি গ্রামে ধর্ষণের পর তার শরীরে কেরোসিন ঢেলে আগুন ধরিয়ে দেয় দুর্বৃত্তরা।	[423, 224, 603, 371]
classified-ad	[34, 471, 239, 562]
classified-ad-text: একটি সুপ্রতিষ্ঠিত ডেভেলপার কোম্পানির জন্য ঢাকা শহরের যেকোনো স্থানে ৫ কাঠা বা তদূর্ধ্ব জমি আবশ্যক। যোগাযোগ: ০১৭১৩৫৬৭৮৯০	[34, 569, 239, 634]
course-detail-row	[979, 2213, 1477, 2233]
classifieds-column-1	[34, 134, 239, 2285]
classified-ad-title: দোকান বিক্রয় :	[249, 1135, 326, 1148]
story-paragraph: শিক্ষকরা জানান, নতুন বই পেয়ে শিক্ষার্থীদের মধ্যে আনন্দের শেষ নেই। অভিভাবকরাও সন্তুষ্ট। তবে কিছু এলাকায় বই পৌঁছাতে দেরি হওয়ার অভিযোগ পাওয়া গেছে। শিক্ষা কর্মকর্তারা বলেছেন, দ্রুতই সব বিদ্যালয়ে বই পৌঁছে যাবে।	[423, 1462, 603, 1590]
classified-ad-ref: সি : ৩৪/১৮	[362, 1491, 412, 1503]
classified-ad-text: গাজীপুরে ৫ বিঘা জমির উপর রেডি ফ্যাক্টরী বিক্রয় হবে। www.uttaraprobortancity.com	[249, 821, 417, 870]
classified-ad-title: ম্যানেজার আবশ্যক :	[34, 1048, 150, 1061]
course-banner: “অর্থ ব্যবস্থাপনা” শীর্ষক প্রশিক্ষণ কোর্স	[978, 2044, 1477, 2096]
classified-ad-ref: সি : ১৬/১৮	[362, 952, 412, 964]
classified-ad-text: মিরপুরে মার্কেটের নিচতলায় দোকান বিক্রয় হবে। যোগাযোগ: ০১৮১৫৬৭৮৯০১	[249, 1135, 412, 1183]
classified-ad	[249, 279, 412, 370]
classified-ad-ref: সি : ২০/১৮	[362, 429, 412, 441]
classified-ad-ref: সি : ৪৩/১৮	[362, 507, 412, 519]
story-body	[969, 171, 1226, 382]
course-detail-value: হিসাব রক্ষণ, বাজেট প্রণয়ন, নগদ প্রবাহ ব্যবস্থাপনা, ব্যাংক ঋণ প্রাপ্তির পদ্ধতি, খরচ নিয়ন্ত্রণ ও মুনাফা বিশ্লেষণ।	[1112, 2158, 1477, 2193]
classified-ad	[249, 1672, 412, 1746]
column-divider	[608, 134, 609, 2285]
classified-ad-ref: সি : ৩৩/১৮	[362, 1186, 412, 1199]
classified-ad	[34, 854, 239, 945]
story-path	[614, 1440, 957, 1696]
masthead-rule	[31, 125, 1489, 129]
classified-ad-text: একটি স্বনামধন্য বিদেশি কোম্পানিতে ১০ জন প্রতিনিধি আবশ্যক। শিক্ষাগত যোগ্যতা এইচএসসি পাস। আকর্ষণীয় বেতন। যোগাযোগ: ০১৯১৩২৪৫৬৭৮	[34, 952, 239, 1018]
classified-list	[249, 183, 437, 1363]
